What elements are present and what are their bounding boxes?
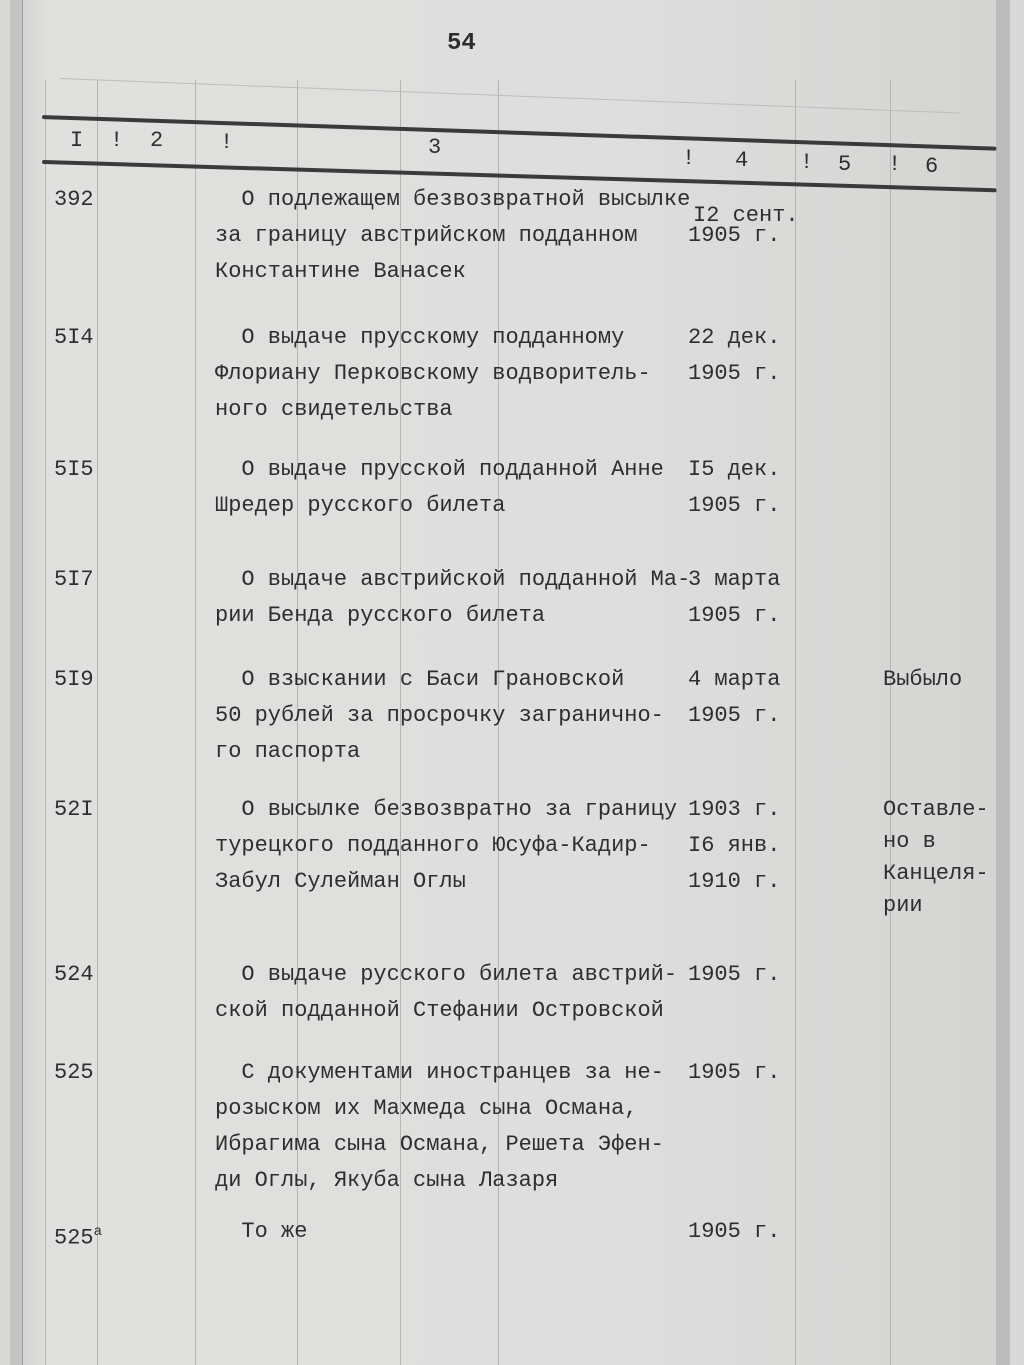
entry-description-line: розыском их Махмеда сына Османа,	[215, 1096, 638, 1121]
entry-note: Оставле-	[883, 797, 989, 822]
column-line	[795, 80, 796, 1365]
entry-description-line: турецкого подданного Юсуфа-Кадир-	[215, 833, 651, 858]
entry-date: I6 янв.	[688, 833, 781, 858]
entry-description-line: ской подданной Стефании Островской	[215, 998, 664, 1023]
entry-note: Выбыло	[883, 667, 963, 692]
header-col-2: 2	[150, 128, 164, 153]
entry-date: 3 марта	[688, 567, 781, 592]
entry-note: рии	[883, 893, 923, 918]
entry-date: I5 дек.	[688, 457, 781, 482]
header-separator: !	[220, 130, 234, 155]
entry-number: 5I4	[54, 325, 94, 350]
entry-description-line: Ибрагима сына Османа, Решета Эфен-	[215, 1132, 664, 1157]
entry-description-line: О взыскании с Баси Грановской	[215, 667, 625, 692]
entry-number: 524	[54, 962, 94, 987]
column-line	[97, 80, 98, 1365]
entry-date: 1905 г.	[688, 703, 781, 728]
entry-date: 1910 г.	[688, 869, 781, 894]
entry-description-line: О выдаче прусской подданной Анне	[215, 457, 664, 482]
entry-description-line: Шредер русского билета	[215, 493, 506, 518]
binding-edge	[10, 0, 23, 1365]
entry-date: 4 марта	[688, 667, 781, 692]
entry-date: 1905 г.	[688, 361, 781, 386]
entry-description-line: О высылке безвозвратно за границу	[215, 797, 678, 822]
entry-description-line: Флориану Перковскому водворитель-	[215, 361, 651, 386]
header-col-1: I	[70, 128, 84, 153]
entry-date: 1905 г.	[688, 1219, 781, 1244]
entry-description-line: То же	[215, 1219, 308, 1244]
entry-number: 5I9	[54, 667, 94, 692]
entry-description-line: 50 рублей за просрочку заграничнo-	[215, 703, 664, 728]
entry-description-line: О выдаче прусскому подданному	[215, 325, 625, 350]
entry-number-superscript: a	[93, 1224, 103, 1240]
header-col-5: 5	[838, 152, 852, 177]
entry-date: 1905 г.	[688, 1060, 781, 1085]
entry-description-line: О выдаче австрийской подданной Ма-	[215, 567, 691, 592]
header-rule-top	[42, 115, 997, 151]
header-separator: !	[800, 150, 814, 175]
entry-description-line: ного свидетельства	[215, 397, 453, 422]
entry-description-line: рии Бенда русского билета	[215, 603, 546, 628]
column-line	[890, 80, 891, 1365]
entry-description-line: С документами иностранцев за не-	[215, 1060, 664, 1085]
entry-description-line: Константине Ванасек	[215, 259, 466, 284]
entry-date: 1905 г.	[688, 603, 781, 628]
header-separator: !	[682, 146, 696, 171]
entry-number: 392	[54, 187, 94, 212]
entry-number: 525	[54, 1060, 94, 1085]
entry-note: но в	[883, 829, 936, 854]
entry-description-line: за границу австрийском подданном	[215, 223, 638, 248]
header-separator: !	[888, 152, 902, 177]
document-page	[10, 0, 1010, 1365]
entry-date: 1905 г.	[688, 962, 781, 987]
column-line	[195, 80, 196, 1365]
entry-description-line: го паспорта	[215, 739, 361, 764]
entry-date: 1903 г.	[688, 797, 781, 822]
header-separator: !	[110, 128, 124, 153]
entry-description-line: Забул Сулейман Оглы	[215, 869, 466, 894]
header-col-6: 6	[925, 154, 939, 179]
page-number: 54	[447, 30, 476, 57]
entry-date: 1905 г.	[688, 493, 781, 518]
entry-number-text: 525	[54, 1225, 94, 1251]
entry-date: I2 сент.	[693, 203, 799, 228]
header-col-4: 4	[735, 148, 749, 173]
entry-date: 1905 г.	[688, 223, 781, 248]
entry-number: 52I	[54, 797, 94, 822]
entry-description-line: О выдаче русского билета австрий-	[215, 962, 678, 987]
entry-description-line: ди Оглы, Якуба сына Лазаря	[215, 1168, 559, 1193]
entry-number	[54, 1214, 102, 1256]
entry-number: 5I5	[54, 457, 94, 482]
column-line	[45, 80, 46, 1365]
page-edge	[996, 0, 1010, 1365]
header-col-3: 3	[428, 135, 442, 160]
entry-note: Канцеля-	[883, 861, 989, 886]
entry-number: 5I7	[54, 567, 94, 592]
entry-description-line: О подлежащем безвозвратной высылке	[215, 187, 691, 212]
entry-date: 22 дек.	[688, 325, 781, 350]
